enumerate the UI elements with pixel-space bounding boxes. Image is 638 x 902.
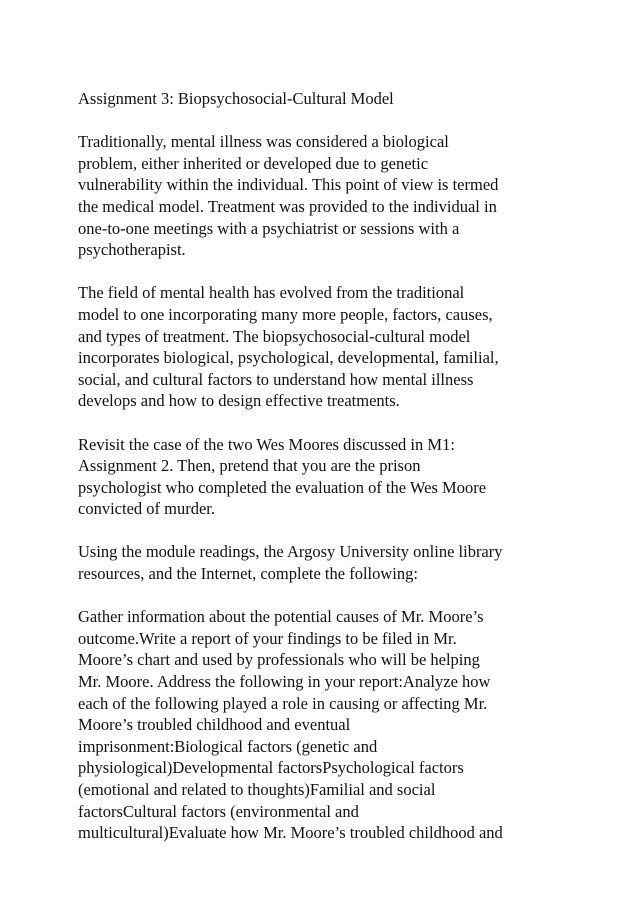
paragraph-line: Traditionally, mental illness was considered a biological (78, 132, 449, 152)
paragraph-line: psychologist who completed the evaluation of the Wes Moore (78, 477, 487, 497)
paragraph-line: vulnerability within the individual. This point of view is termed (78, 175, 499, 195)
paragraph-gap (78, 110, 638, 132)
paragraph-line: the medical model. Treatment was provided to the individual in (78, 196, 497, 216)
paragraph-report-tasks (78, 606, 638, 844)
paragraph-line: Gather information about the potential causes of Mr. Moore’s (78, 607, 484, 627)
paragraph-line: Moore’s troubled childhood and eventual (78, 715, 351, 735)
paragraph-line: multicultural)Evaluate how Mr. Moore’s troubled childhood and (78, 823, 503, 843)
paragraph-biopsychosocial-model (78, 282, 638, 412)
paragraph-line: outcome.Write a report of your findings to be filed in Mr. (78, 628, 457, 648)
paragraph-gap (78, 412, 638, 434)
paragraph-line: Moore’s chart and used by professionals who will be helping (78, 650, 480, 670)
paragraph-line: Mr. Moore. Address the following in your report:Analyze how (78, 672, 491, 692)
paragraph-line: Revisit the case of the two Wes Moores discussed in M1: (78, 434, 455, 454)
paragraph-line: model to one incorporating many more people, factors, causes, (78, 304, 493, 324)
paragraph-line: Using the module readings, the Argosy University online library (78, 542, 503, 562)
paragraph-line: convicted of murder. (78, 499, 215, 519)
paragraph-line: and types of treatment. The biopsychosocial-cultural model (78, 326, 471, 346)
paragraph-line: incorporates biological, psychological, developmental, familial, (78, 348, 499, 368)
paragraph-gap (78, 520, 638, 542)
paragraph-line: factorsCultural factors (environmental and (78, 801, 359, 821)
paragraph-line: Assignment 2. Then, pretend that you are the prison (78, 456, 421, 476)
paragraph-line: social, and cultural factors to understand how mental illness (78, 369, 474, 389)
paragraph-line: each of the following played a role in causing or affecting Mr. (78, 693, 488, 713)
paragraph-gap (78, 261, 638, 283)
paragraph-line: resources, and the Internet, complete the following: (78, 564, 418, 584)
paragraph-line: one-to-one meetings with a psychiatrist or sessions with a (78, 218, 460, 238)
paragraph-instructions (78, 541, 638, 584)
paragraph-line: The field of mental health has evolved from the traditional (78, 283, 465, 303)
paragraph-line: physiological)Developmental factorsPsychological factors (78, 758, 464, 778)
paragraph-revisit-case (78, 434, 638, 520)
document-body (78, 88, 638, 844)
paragraph-line: problem, either inherited or developed due to genetic (78, 153, 429, 173)
paragraph-line: psychotherapist. (78, 240, 186, 260)
document-title: Assignment 3: Biopsychosocial-Cultural Model (78, 89, 394, 108)
paragraph-medical-model (78, 131, 638, 261)
paragraph-line: imprisonment:Biological factors (genetic and (78, 736, 378, 756)
paragraph-line: (emotional and related to thoughts)Familial and social (78, 780, 436, 799)
paragraph-gap (78, 585, 638, 607)
paragraph-line: develops and how to design effective treatments. (78, 391, 400, 411)
